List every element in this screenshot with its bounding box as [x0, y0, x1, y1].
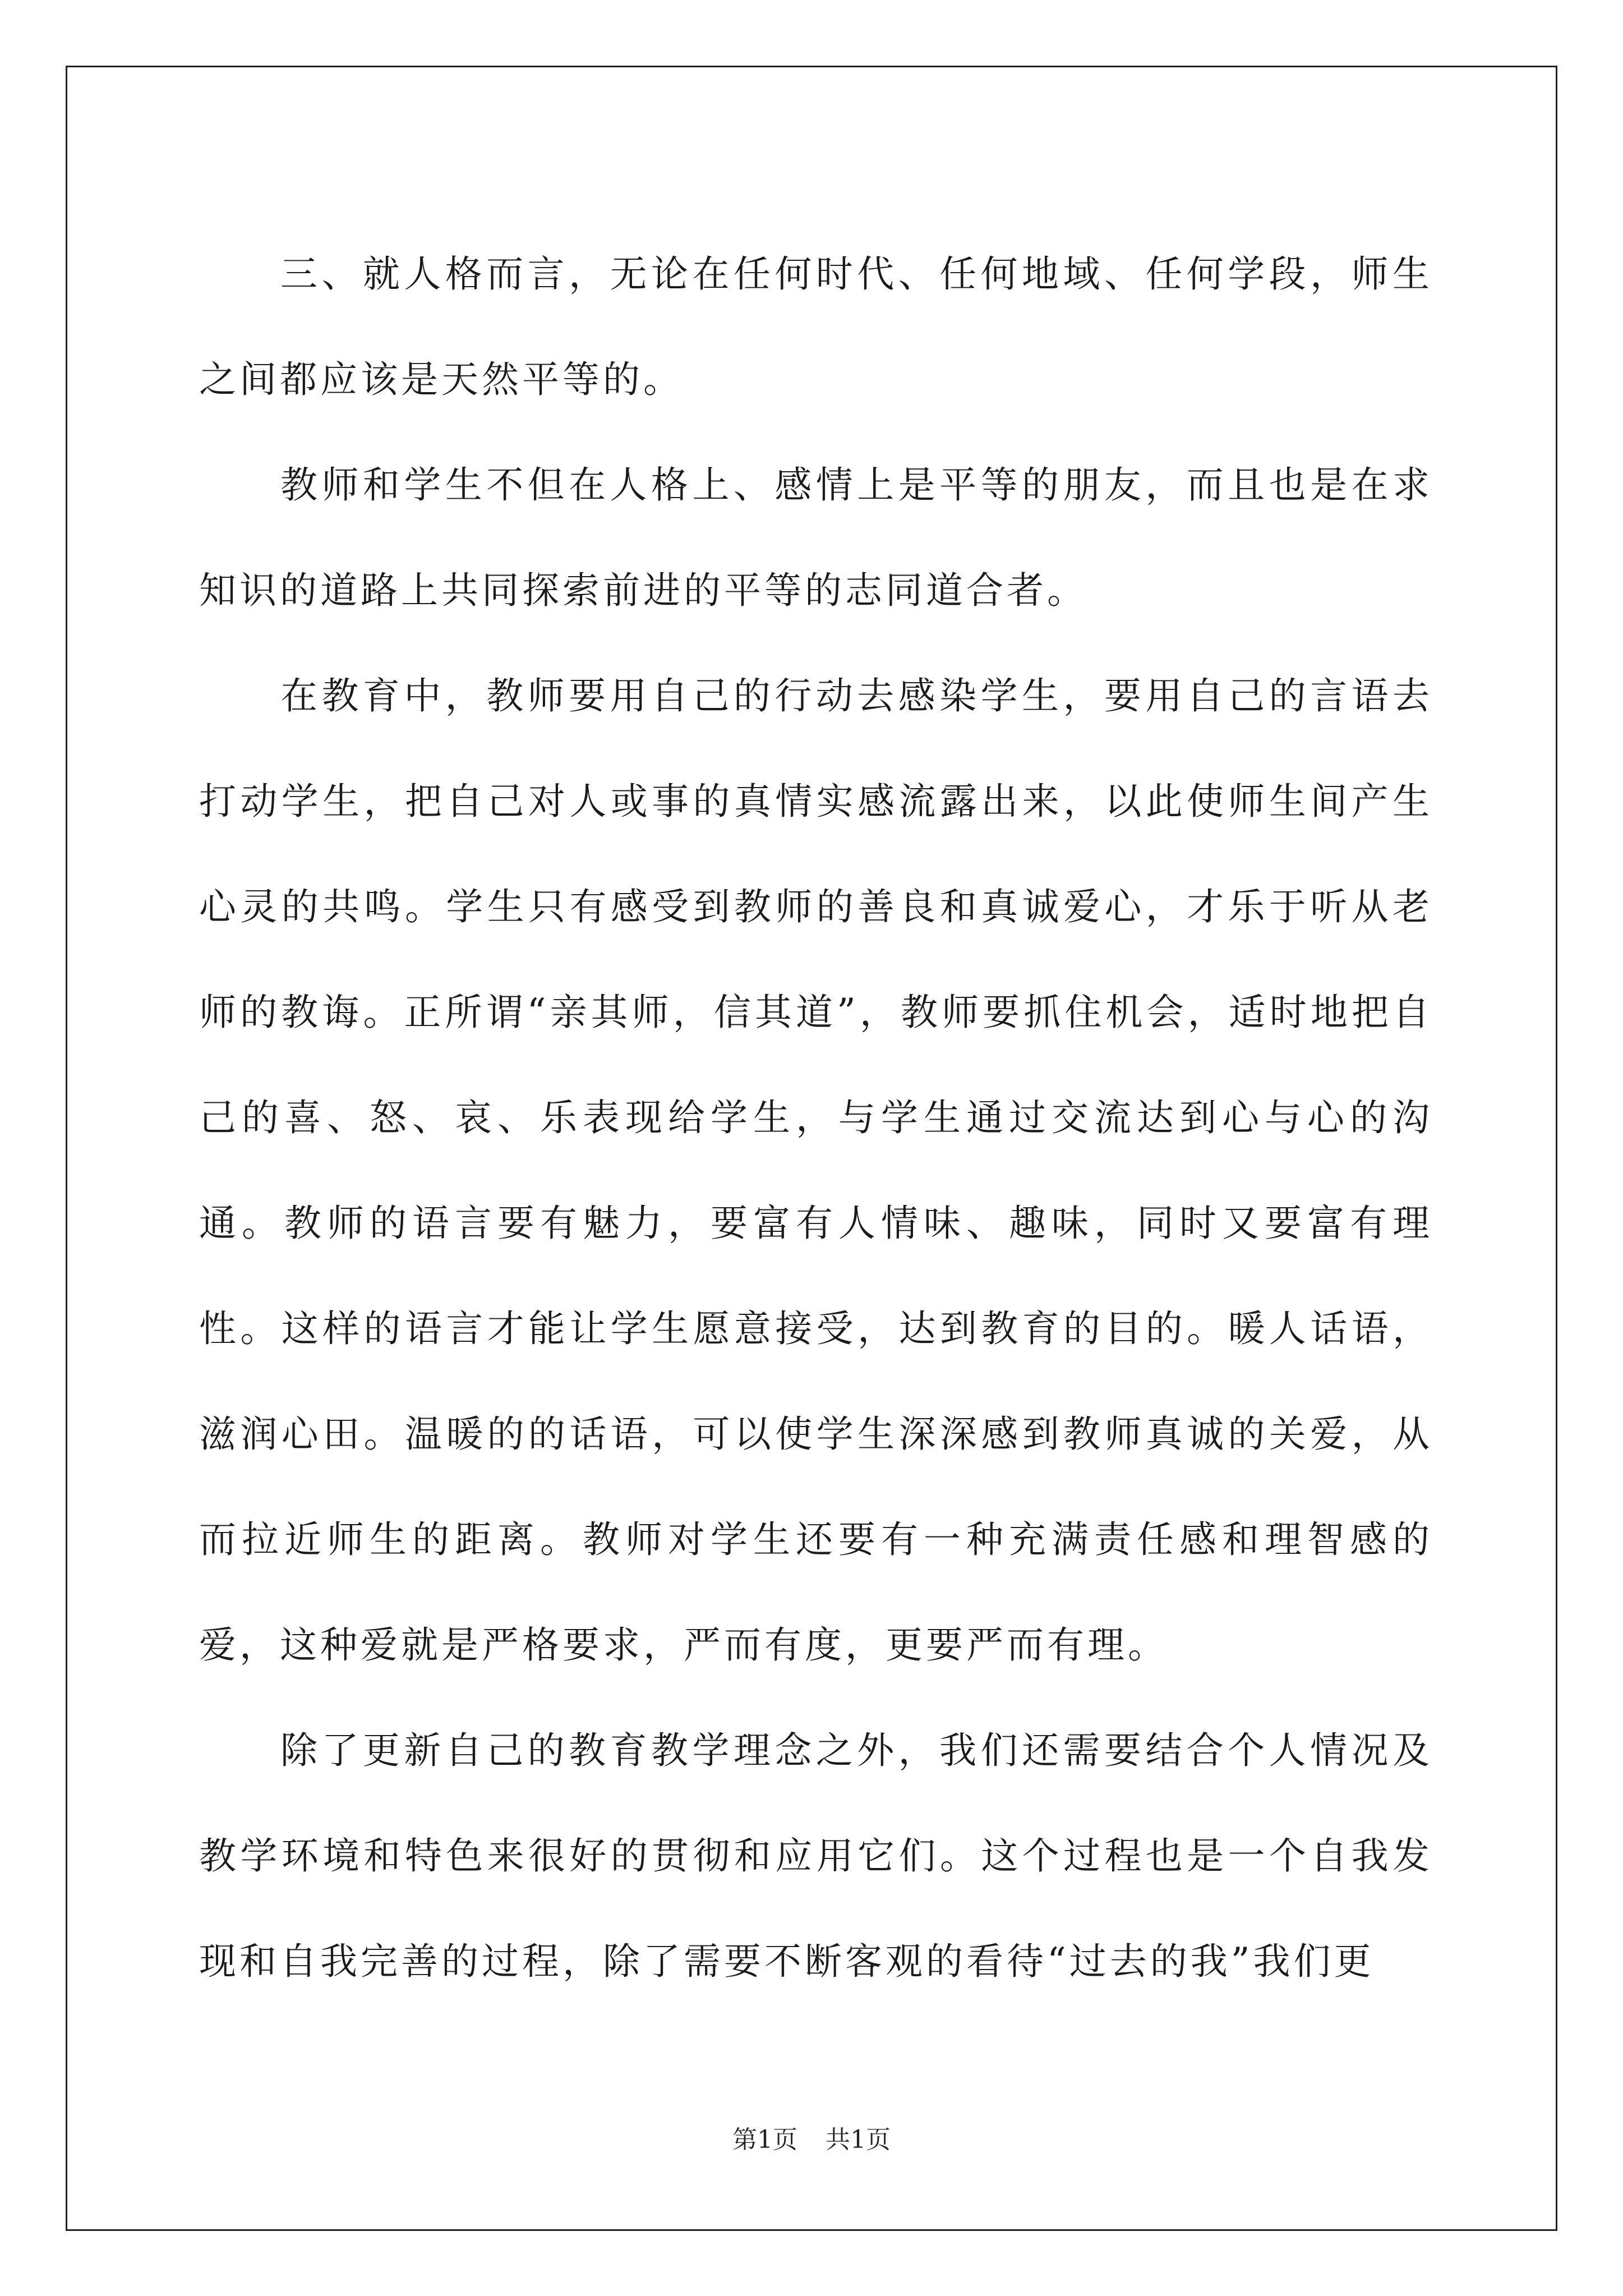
document-body [199, 222, 1433, 2014]
paragraph-2: 教师和学生不但在人格上、感情上是平等的朋友，而且也是在求知识的道路上共同探索前进的平等的志同道合者。 [199, 463, 1433, 612]
page-footer [0, 2123, 1623, 2157]
paragraph-3: 在教育中，教师要用自己的行动去感染学生，要用自己的言语去打动学生，把自己对人或事的真情实感流露出来，以此使师生间产生心灵的共鸣。学生只有感受到教师的善良和真诚爱心，才乐于听从老师的教诲。正所谓“亲其师，信其道”，教师要抓住机会，适时地把自己的喜、怒、哀、乐表现给学生，与学生通过交流达到心与心的沟通。教师的语言要有魅力，要富有人情味、趣味，同时又要富有理性。这样的语言才能让学生愿意接受，达到教育的目的。暖人话语，滋润心田。温暖的的话语，可以使学生深深感到教师真诚的关爱，从而拉近师生的距离。教师对学生还要有一种充满责任感和理智感的爱，这种爱就是严格要求，严而有度，更要严而有理。 [199, 674, 1433, 1667]
page-total: 共1页 [826, 2125, 891, 2154]
page-number: 第1页 [732, 2125, 797, 2154]
paragraph-1: 三、就人格而言，无论在任何时代、任何地域、任何学段，师生之间都应该是天然平等的。 [199, 252, 1433, 401]
paragraph-4: 除了更新自己的教育教学理念之外，我们还需要结合个人情况及教学环境和特色来很好的贯彻和应用它们。这个过程也是一个自我发现和自我完善的过程，除了需要不断客观的看待“过去的我”我们更 [199, 1729, 1433, 1983]
